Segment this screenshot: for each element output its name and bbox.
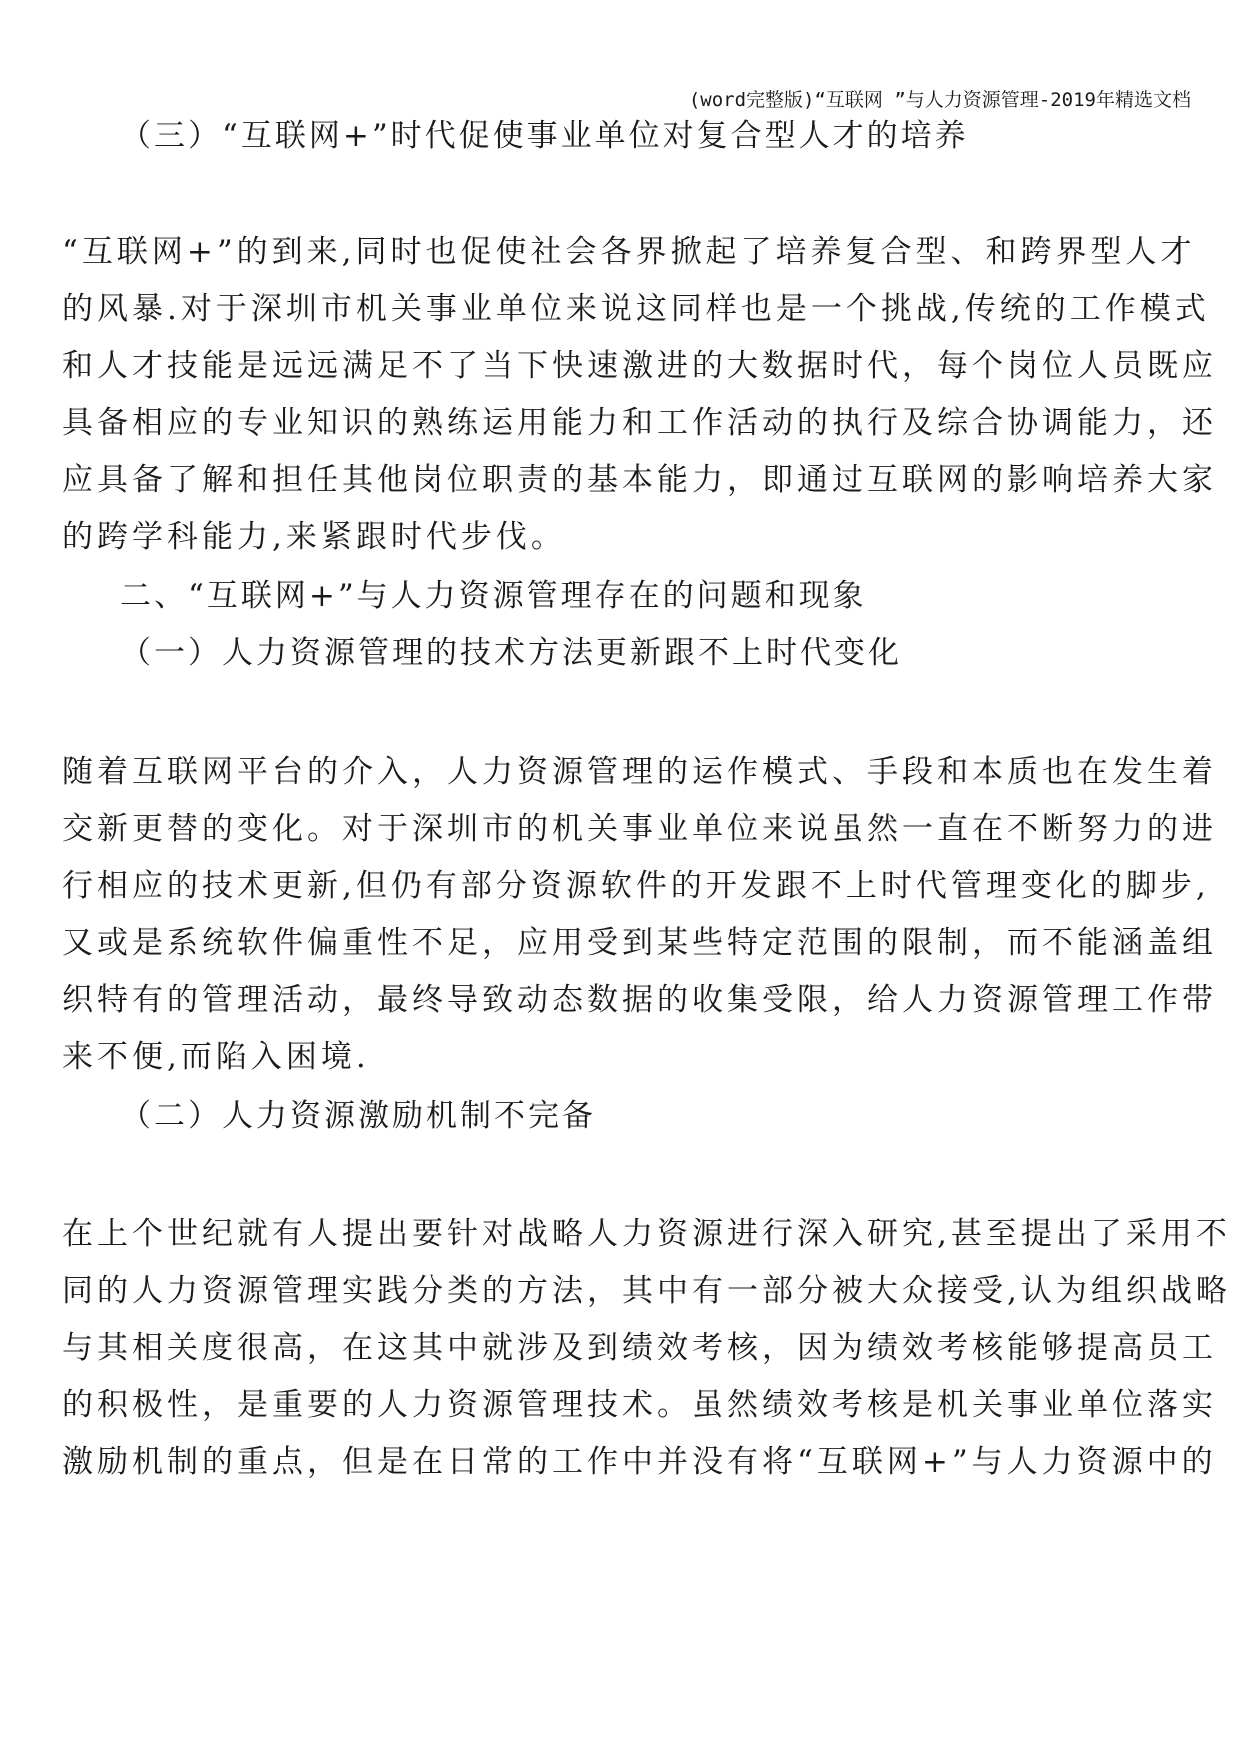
paragraph-line: 又或是系统软件偏重性不足，应用受到某些特定范围的限制，而不能涵盖组 [62,925,1217,961]
paragraph-line: 和人才技能是远远满足不了当下快速激进的大数据时代，每个岗位人员既应 [62,348,1217,384]
running-header: (word完整版)“互联网 ”与人力资源管理-2019年精选文档 [688,89,1191,111]
paragraph-line: 随着互联网平台的介入，人力资源管理的运作模式、手段和本质也在发生着 [62,754,1217,790]
paragraph-line: 织特有的管理活动，最终导致动态数据的收集受限，给人力资源管理工作带 [62,982,1217,1018]
paragraph-line: 激励机制的重点，但是在日常的工作中并没有将“互联网+”与人力资源中的 [62,1444,1217,1480]
paragraph-line: 来不便,而陷入困境. [62,1039,370,1075]
paragraph-line: 同的人力资源管理实践分类的方法，其中有一部分被大众接受,认为组织战略 [62,1273,1231,1309]
paragraph-line: 交新更替的变化。对于深圳市的机关事业单位来说虽然一直在不断努力的进 [62,811,1217,847]
paragraph-line: 的积极性，是重要的人力资源管理技术。虽然绩效考核是机关事业单位落实 [62,1387,1217,1423]
section-heading-two: 二、“互联网+”与人力资源管理存在的问题和现象 [120,578,867,614]
section-heading-2-2: （二）人力资源激励机制不完备 [120,1098,596,1134]
paragraph-line: 应具备了解和担任其他岗位职责的基本能力，即通过互联网的影响培养大家 [62,462,1217,498]
section-heading-3: （三）“互联网+”时代促使事业单位对复合型人才的培养 [120,118,969,154]
paragraph-line: 的跨学科能力,来紧跟时代步伐。 [62,519,566,555]
section-heading-2-1: （一）人力资源管理的技术方法更新跟不上时代变化 [120,635,902,671]
paragraph-line: 行相应的技术更新,但仍有部分资源软件的开发跟不上时代管理变化的脚步, [62,868,1210,904]
paragraph-line: 与其相关度很高，在这其中就涉及到绩效考核，因为绩效考核能够提高员工 [62,1330,1217,1366]
paragraph-line: 具备相应的专业知识的熟练运用能力和工作活动的执行及综合协调能力，还 [62,405,1217,441]
paragraph-line: 的风暴.对于深圳市机关事业单位来说这同样也是一个挑战,传统的工作模式 [62,291,1210,327]
paragraph-line: “互联网+”的到来,同时也促使社会各界掀起了培养复合型、和跨界型人才 [62,234,1196,270]
paragraph-line: 在上个世纪就有人提出要针对战略人力资源进行深入研究,甚至提出了采用不 [62,1216,1231,1252]
